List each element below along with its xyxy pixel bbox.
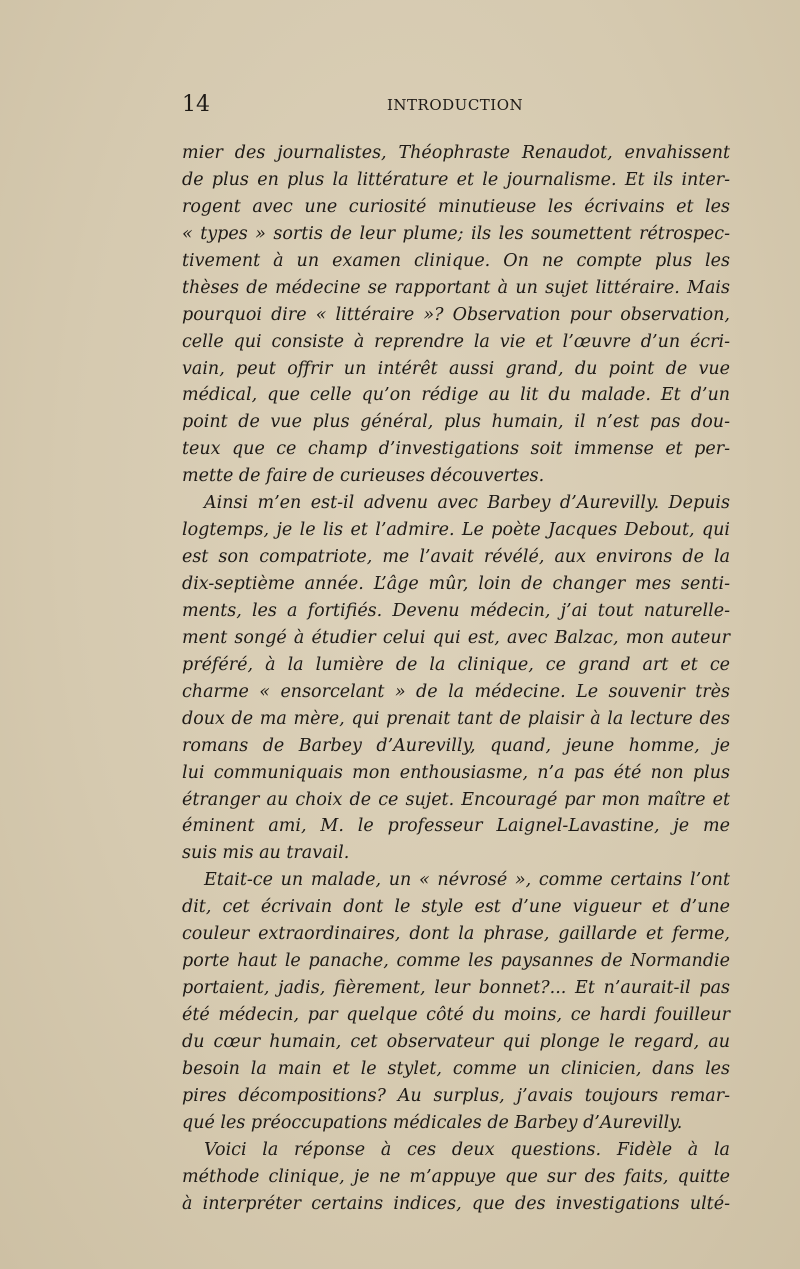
text-line: logtemps, je le lis et l’admire. Le poète Jacques Debout, qui (182, 520, 730, 541)
text-line: pourquoi dire « littéraire »? Observation pour observation, (182, 304, 730, 325)
text-line: rogent avec une curiosité minutieuse les écrivains et les (182, 196, 730, 217)
text-line: celle qui consiste à reprendre la vie et l’œuvre d’un écri- (182, 331, 730, 352)
text-line: mette de faire de curieuses découvertes. (182, 466, 545, 487)
page-header (182, 92, 742, 122)
text-line: est son compatriote, me l’avait révélé, aux environs de la (182, 547, 730, 568)
text-line: dit, cet écrivain dont le style est d’une vigueur et d’une (182, 897, 730, 918)
text-line: étranger au choix de ce sujet. Encouragé par mon maître et (182, 789, 730, 810)
text-line: de plus en plus la littérature et le journalisme. Et ils inter- (182, 169, 730, 190)
text-line: tivement à un examen clinique. On ne compte plus les (182, 250, 730, 271)
text-line: mier des journalistes, Théophraste Renaudot, envahissent (182, 143, 730, 163)
text-line: « types » sortis de leur plume; ils les soumettent rétrospec- (182, 223, 730, 244)
text-line: méthode clinique, je ne m’appuye que sur des faits, quitte (182, 1166, 730, 1187)
text-line: pires décompositions? Au surplus, j’avais toujours remar- (182, 1085, 730, 1106)
text-line: thèses de médecine se rapportant à un sujet littéraire. Mais (182, 277, 730, 298)
running-title: INTRODUCTION (387, 96, 524, 114)
body-text (182, 140, 730, 1218)
text-line: porte haut le panache, comme les paysannes de Normandie (182, 951, 730, 972)
text-line: préféré, à la lumière de la clinique, ce grand art et ce (182, 654, 730, 675)
text-line: lui communiquais mon enthousiasme, n’a pas été non plus (182, 762, 730, 783)
text-line: éminent ami, M. le professeur Laignel-Lavastine, je me (182, 816, 730, 837)
text-line: point de vue plus général, plus humain, il n’est pas dou- (182, 412, 730, 433)
text-line: dix-septième année. L’âge mûr, loin de changer mes senti- (182, 574, 730, 594)
text-line: romans de Barbey d’Aurevilly, quand, jeune homme, je (182, 735, 730, 756)
text-line: Voici la réponse à ces deux questions. Fidèle à la (204, 1139, 730, 1160)
text-line: besoin la main et le stylet, comme un clinicien, dans les (182, 1058, 730, 1079)
text-line: suis mis au travail. (182, 843, 350, 864)
text-line: ments, les a fortifiés. Devenu médecin, j’ai tout naturelle- (182, 600, 730, 621)
text-line: portaient, jadis, fièrement, leur bonnet?... Et n’aurait-il pas (182, 978, 730, 999)
text-line: médical, que celle qu’on rédige au lit du malade. Et d’un (182, 385, 730, 406)
text-line: été médecin, par quelque côté du moins, ce hardi fouilleur (182, 1005, 730, 1025)
text-line: doux de ma mère, qui prenait tant de plaisir à la lecture des (182, 708, 730, 729)
text-line: teux que ce champ d’investigations soit immense et per- (182, 439, 730, 460)
text-line: ment songé à étudier celui qui est, avec Balzac, mon auteur (182, 627, 730, 648)
text-line: charme « ensorcelant » de la médecine. Le souvenir très (182, 681, 730, 702)
text-line: Ainsi m’en est-il advenu avec Barbey d’Aurevilly. Depuis (204, 493, 730, 514)
text-line: qué les préoccupations médicales de Barbey d’Aurevilly. (182, 1112, 683, 1133)
text-line: Etait-ce un malade, un « névrosé », comme certains l’ont (204, 870, 730, 891)
page-number: 14 (182, 92, 210, 117)
text-line: vain, peut offrir un intérêt aussi grand, du point de vue (182, 358, 730, 379)
text-line: du cœur humain, cet observateur qui plonge le regard, au (182, 1031, 730, 1052)
text-line: à interpréter certains indices, que des investigations ulté- (182, 1193, 730, 1214)
text-line: couleur extraordinaires, dont la phrase, gaillarde et ferme, (182, 924, 730, 945)
